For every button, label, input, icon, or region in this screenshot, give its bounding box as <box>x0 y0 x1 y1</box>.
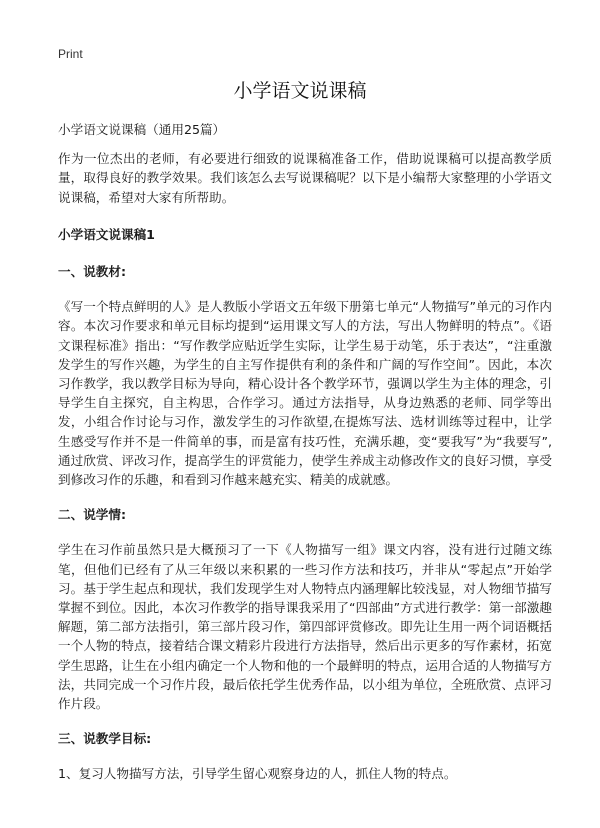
part-heading-students: 二、说学情: <box>58 507 127 523</box>
part-body-textbook: 《写一个特点鲜明的人》是人教版小学语文五年级下册第七单元“人物描写”单元的习作内容。本次习作要求和单元目标均提到“运用课文写人的方法，写出人物鲜明的特点”。《语文课程标准》指出：“写作教学应贴近学生实际，让学生易于动笔，乐于表达”，“注重激发学生的写作兴趣，为学生的自主写作提供有利的条件和广阔的写作空间”。因此，本次习作教学，我以教学目标为导向，精心设计各个教学环节，强调以学生为主体的理念，引导学生自主探究，自主构思，合作学习。通过方法指导，从身边熟悉的老师、同学等出发，小组合作讨论与习作，激发学生的习作欲望,在提炼写法、选材训练等过程中，让学生感受写作并不是一件简单的事，而是富有技巧性，充满乐趣，变“要我写”为“我要写”,通过欣赏、评改习作，提高学生的评赏能力，使学生养成主动修改作文的良好习惯，享受到修改习作的乐趣，和看到习作越来越充实、精美的成就感。 <box>58 299 552 488</box>
part-heading-textbook: 一、说教材: <box>58 264 127 280</box>
part-heading-objectives: 三、说教学目标: <box>58 731 152 747</box>
print-link[interactable]: Print <box>58 47 83 61</box>
section-heading: 小学语文说课稿1 <box>58 226 155 242</box>
intro-paragraph: 作为一位杰出的老师，有必要进行细致的说课稿准备工作，借助说课稿可以提高教学质量，取得良好的教学效果。我们该怎么去写说课稿呢？以下是小编帮大家整理的小学语文说课稿，希望对大家有所帮助。 <box>58 151 552 205</box>
part-body-objectives: 1、复习人物描写方法，引导学生留心观察身边的人，抓住人物的特点。 <box>58 766 457 782</box>
document-subtitle: 小学语文说课稿（通用25篇） <box>58 122 226 137</box>
part-body-students: 学生在习作前虽然只是大概预习了一下《人物描写一组》课文内容，没有进行过随文练笔，但他们已经有了从三年级以来积累的一些习作方法和技巧，并非从“零起点”开始学习。基于学生起点和现状，我们发现学生对人物特点内涵理解比较浅显，对人物细节描写掌握不到位。因此，本次习作教学的指导课我采用了“四部曲”方式进行教学：第一部激趣解题，第二部方法指引，第三部片段习作，第四部评赏修改。即先让生用一两个词语概括一个人物的特点，接着结合课文精彩片段进行方法指导，然后出示更多的写作素材，拓宽学生思路，让生在小组内确定一个人物和他的一个最鲜明的特点，运用合适的人物描写方法，共同完成一个习作片段，最后依托学生优秀作品，以小组为单位，全班欣赏、点评习作片段。 <box>58 542 552 712</box>
document-body <box>58 120 552 800</box>
document-title: 小学语文说课稿 <box>233 80 367 102</box>
